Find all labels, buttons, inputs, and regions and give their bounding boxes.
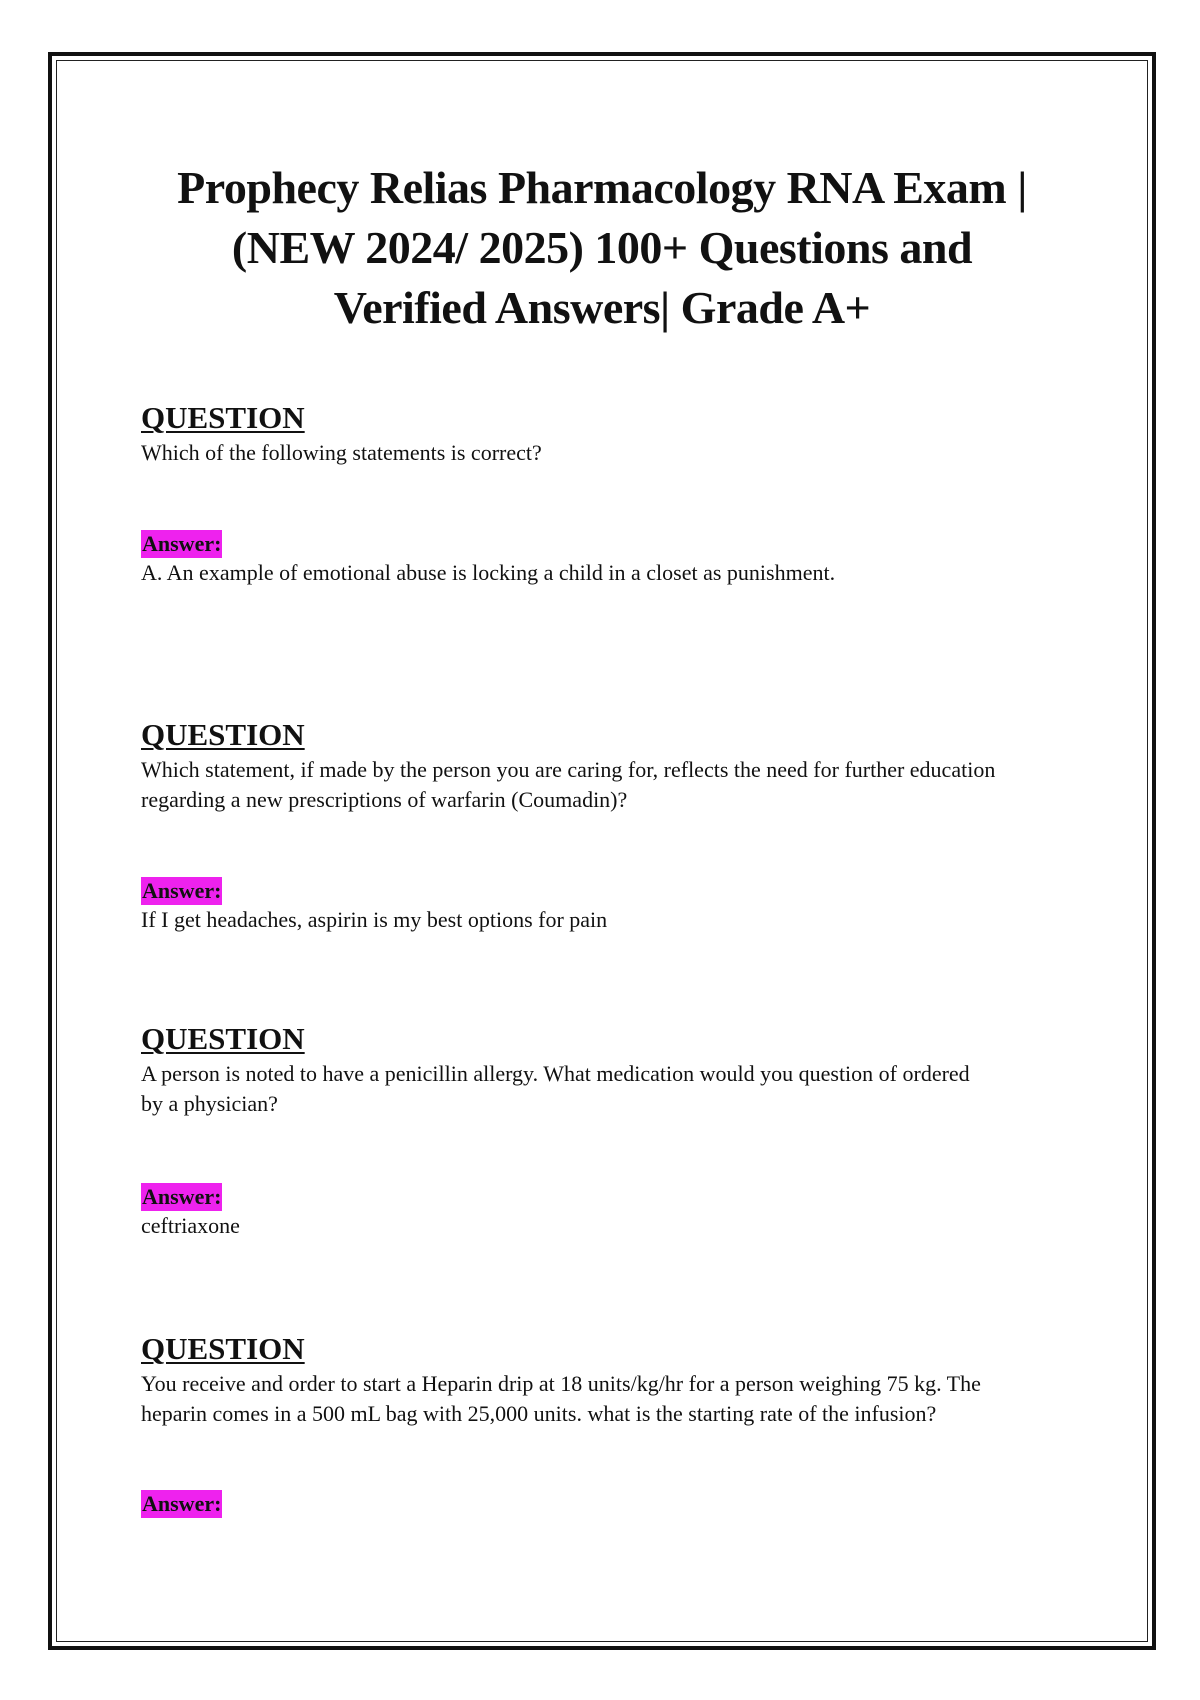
question-heading: QUESTION	[141, 1331, 305, 1366]
answer-block-1	[141, 530, 1081, 588]
question-block-2	[141, 718, 1081, 815]
question-block-4	[141, 1332, 1081, 1429]
question-text	[141, 1059, 1081, 1119]
question-block-3	[141, 1022, 1081, 1119]
question-line: Which of the following statements is correct?	[141, 440, 542, 465]
question-line: You receive and order to start a Heparin drip at 18 units/kg/hr for a person weighing 75 kg. The	[141, 1371, 981, 1396]
answer-label: Answer:	[142, 531, 222, 556]
title-line: Prophecy Relias Pharmacology RNA Exam |	[177, 162, 1027, 213]
question-heading: QUESTION	[141, 400, 305, 435]
question-line: by a physician?	[141, 1091, 278, 1116]
answer-text: ceftriaxone	[141, 1213, 240, 1238]
question-line: Which statement, if made by the person you are caring for, reflects the need for further education	[141, 757, 996, 782]
document-title	[110, 158, 1094, 338]
question-line: regarding a new prescriptions of warfarin (Coumadin)?	[141, 787, 628, 812]
question-heading: QUESTION	[141, 1021, 305, 1056]
question-text	[141, 755, 1081, 815]
answer-label: Answer:	[142, 878, 222, 903]
answer-block-3	[141, 1183, 1081, 1241]
question-line: heparin comes in a 500 mL bag with 25,000 units. what is the starting rate of the infusion?	[141, 1401, 937, 1426]
answer-block-2	[141, 877, 1081, 935]
answer-text: If I get headaches, aspirin is my best options for pain	[141, 907, 608, 932]
title-line: Verified Answers| Grade A+	[333, 282, 871, 333]
answer-text: A. An example of emotional abuse is locking a child in a closet as punishment.	[141, 560, 836, 585]
question-line: A person is noted to have a penicillin allergy. What medication would you question of ordered	[141, 1061, 970, 1086]
question-text	[141, 438, 1081, 468]
title-line: (NEW 2024/ 2025) 100+ Questions and	[231, 222, 973, 273]
answer-label: Answer:	[142, 1491, 222, 1516]
answer-label: Answer:	[142, 1184, 222, 1209]
question-heading: QUESTION	[141, 717, 305, 752]
answer-block-4	[141, 1490, 1081, 1518]
question-text	[141, 1369, 1081, 1429]
question-block-1	[141, 401, 1081, 468]
